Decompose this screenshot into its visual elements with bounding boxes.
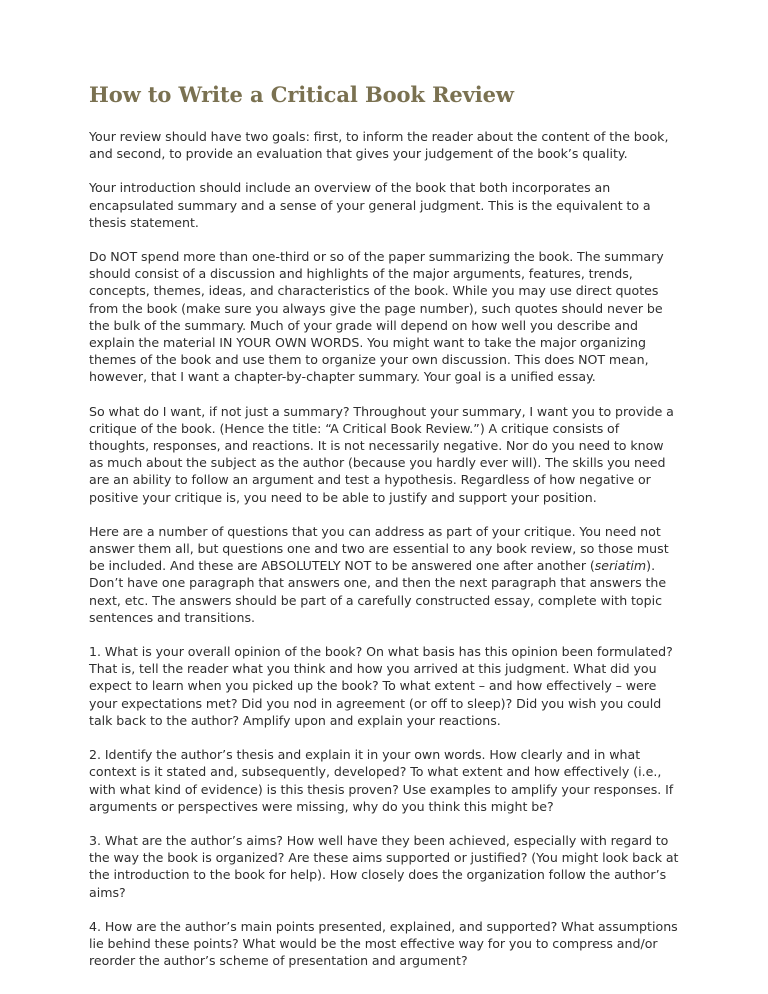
question-item-3: 3. What are the author’s aims? How well have they been achieved, especially with regard to the way the book is organized? Are these aims supported or justified? (You might look back at the introduction to the book for help). How closely does the organization follow the author’s aims? <box>89 832 679 900</box>
document-body <box>89 128 681 969</box>
paragraph-questions-intro-tail: ). Don’t have one paragraph that answers one, and then the next paragraph that answers the next, etc. The answers should be part of a carefully constructed essay, complete with topic sentences and transitions. <box>89 558 667 625</box>
question-item-4: 4. How are the author’s main points presented, explained, and supported? What assumptions lie behind these points? What would be the most effective way for you to compress and/or reorder the author’s scheme of presentation and argument? <box>89 918 678 969</box>
paragraph-intro-goals: Your review should have two goals: first, to inform the reader about the content of the book, and second, to provide an evaluation that gives your judgement of the book’s quality. <box>89 129 669 162</box>
paragraph-summary-limits: Do NOT spend more than one-third or so of the paper summarizing the book. The summary should consist of a discussion and highlights of the major arguments, features, trends, concepts, themes, ideas, and characteristics of the book. While you may use direct quotes from the book (make sure you always give the page number), such quotes should never be the bulk of the summary. Much of your grade will depend on how well you describe and explain the material IN YOUR OWN WORDS. You might want to take the major organizing themes of the book and use them to organize your own discussion. This does NOT mean, however, that I want a chapter-by-chapter summary. Your goal is a unified essay. <box>89 249 664 385</box>
question-item-1: 1. What is your overall opinion of the book? On what basis has this opinion been formulated? That is, tell the reader what you think and how you arrived at this judgment. What did you expect to learn when you picked up the book? To what extent – and how effectively – were your expectations met? Did you nod in agreement (or off to sleep)? Did you wish you could talk back to the author? Amplify upon and explain your reactions. <box>89 644 673 728</box>
question-item-2: 2. Identify the author’s thesis and explain it in your own words. How clearly and in what context is it stated and, subsequently, developed? To what extent and how effectively (i.e., with what kind of evidence) is this thesis proven? Use examples to amplify your responses. If arguments or perspectives were missing, why do you think this might be? <box>89 747 674 814</box>
paragraph-questions-intro-lead: Here are a number of questions that you can address as part of your critique. You need not answer them all, but questions one and two are essential to any book review, so those must be included. And these are ABSOLUTELY NOT to be answered one after another ( <box>89 523 669 574</box>
paragraph-questions-intro <box>89 523 681 626</box>
paragraph-introduction: Your introduction should include an overview of the book that both incorporates an encapsulated summary and a sense of your general judgment. This is the equivalent to a thesis statement. <box>89 180 651 230</box>
latin-term-seriatim: seriatim <box>594 558 647 574</box>
paragraph-critique-definition: So what do I want, if not just a summary? Throughout your summary, I want you to provide a critique of the book. (Hence the title: “A Critical Book Review.”) A critique consists of thoughts, responses, and reactions. It is not necessarily negative. Nor do you need to know as much about the subject as the author (because you hardly ever will). The skills you need are an ability to follow an argument and test a hypothesis. Regardless of how negative or positive your critique is, you need to be able to justify and support your position. <box>89 403 674 505</box>
page-title: How to Write a Critical Book Review <box>89 82 514 107</box>
